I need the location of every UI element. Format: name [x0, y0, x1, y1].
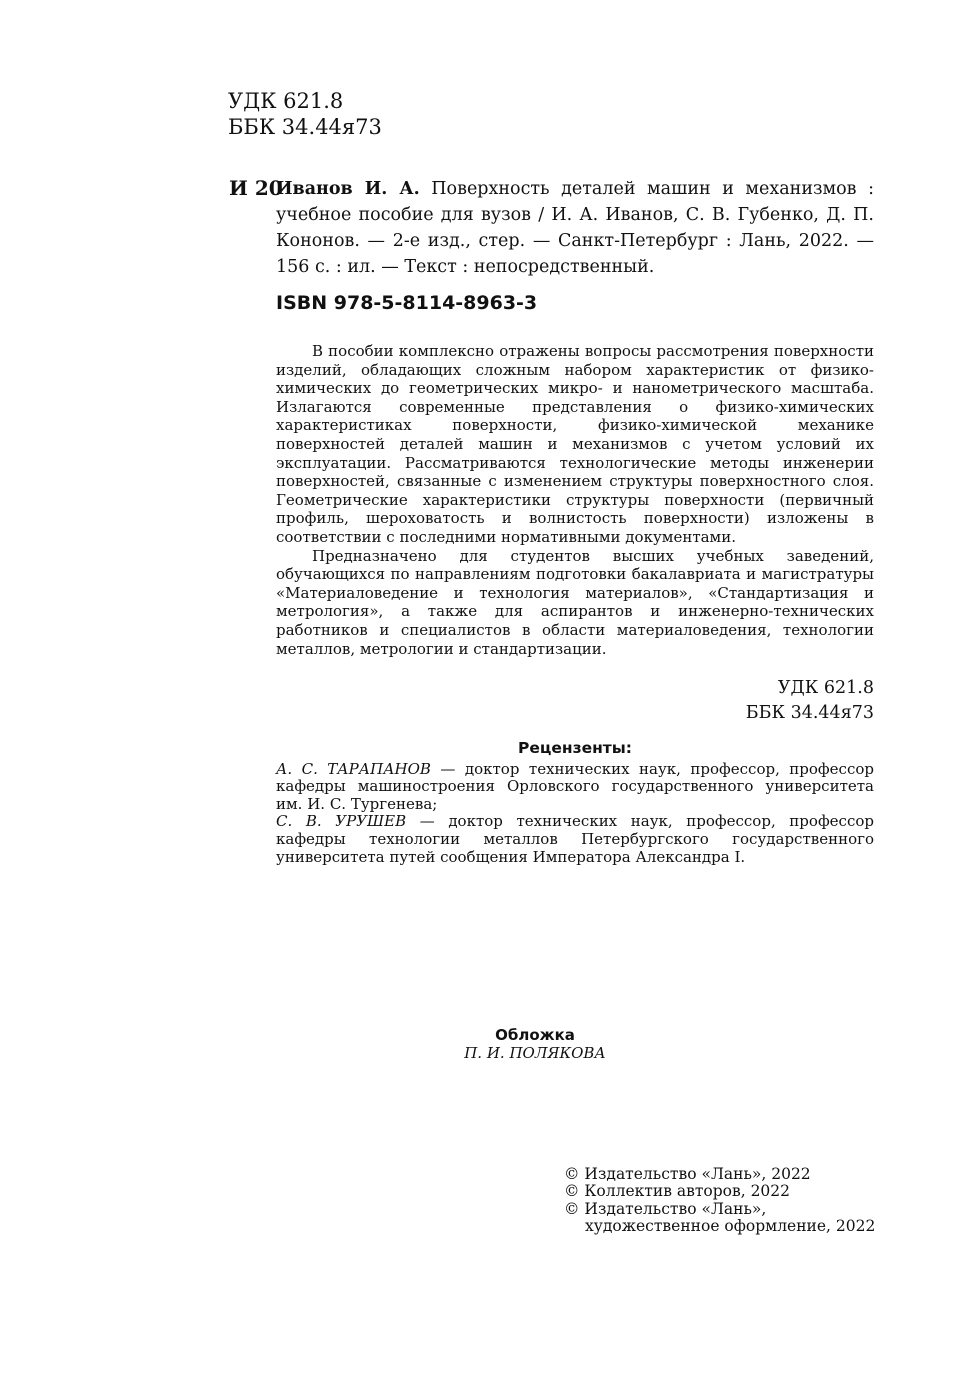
- annotation: [276, 342, 874, 658]
- copyright-line-2: © Коллектив авторов, 2022: [564, 1182, 791, 1201]
- isbn: ISBN 978-5-8114-8963-3: [276, 292, 538, 314]
- cover-credit: [276, 1026, 794, 1062]
- reviewer-2: [276, 813, 874, 866]
- copyright-line-4: художественное оформление, 2022: [585, 1217, 876, 1236]
- copyright-line-1: © Издательство «Лань», 2022: [564, 1165, 811, 1183]
- cover-designer: П. И. ПОЛЯКОВА: [464, 1044, 606, 1062]
- reviewer-2-text: — доктор технических наук, профессор, профессор кафедры технологии металлов Петербургского государственного университета путей сообщения Императора Александра I.: [276, 812, 874, 866]
- udk-code: УДК 621.8: [228, 89, 344, 113]
- reviewer-2-name: С. В. УРУШЕВ: [276, 812, 407, 831]
- copyright-block: [564, 1166, 875, 1236]
- author-mark: И 20: [229, 176, 283, 200]
- bbk-code: ББК 34.44я73: [228, 115, 382, 139]
- annotation-paragraph-2: Предназначено для студентов высших учебных заведений, обучающихся по направлениям подготовки бакалавриата и магистратуры «Материаловедение и технология материалов», «Стандартизация и метрология», а также для аспирантов и инженерно-технических работников и специалистов в области материаловедения, технологии металлов, метрологии и стандартизации.: [276, 546, 874, 658]
- annotation-paragraph-1: В пособии комплексно отражены вопросы рассмотрения поверхности изделий, обладающих сложным набором характеристик от физико-химических до геометрических микро- и нанометрического масштаба. Излагаются современные представления о физико-химических характеристиках поверхности, физико-химической механике поверхностей деталей машин и механизмов с учетом условий их эксплуатации. Рассматриваются технологические методы инженерии поверхностей, связанные с изменением структуры поверхностного слоя. Геометрические характеристики структуры поверхности (первичный профиль, шероховатость и волнистость поверхности) изложены в соответствии с последними нормативными документами.: [276, 342, 874, 546]
- reviewer-1-text: — доктор технических наук, профессор, профессор кафедры машиностроения Орловского государственного университета им. И. С. Тургенева;: [276, 759, 874, 813]
- udk-code-right: УДК 621.8: [777, 678, 874, 698]
- udk-bbk-right: [720, 676, 874, 726]
- entry-author: Иванов И. А.: [276, 179, 420, 199]
- udk-bbk-top: [228, 88, 382, 140]
- reviewer-1: [276, 761, 874, 814]
- reviewers-heading: Рецензенты:: [517, 739, 632, 757]
- cover-label: Обложка: [495, 1026, 575, 1044]
- reviewers: [276, 740, 874, 866]
- entry-description: Поверхность деталей машин и механизмов : учебное пособие для вузов / И. А. Иванов, С. В. Губенко, Д. П. Кононов. — 2-е изд., стер. — Санкт-Петербург : Лань, 2022. — 156 с. : ил. — Текст : непосредственный.: [276, 179, 874, 277]
- bbk-code-right: ББК 34.44я73: [745, 703, 874, 723]
- reviewer-1-name: А. С. ТАРАПАНОВ: [276, 759, 431, 778]
- copyright-line-3: © Издательство «Лань»,: [564, 1199, 767, 1218]
- bibliographic-entry: [276, 176, 874, 280]
